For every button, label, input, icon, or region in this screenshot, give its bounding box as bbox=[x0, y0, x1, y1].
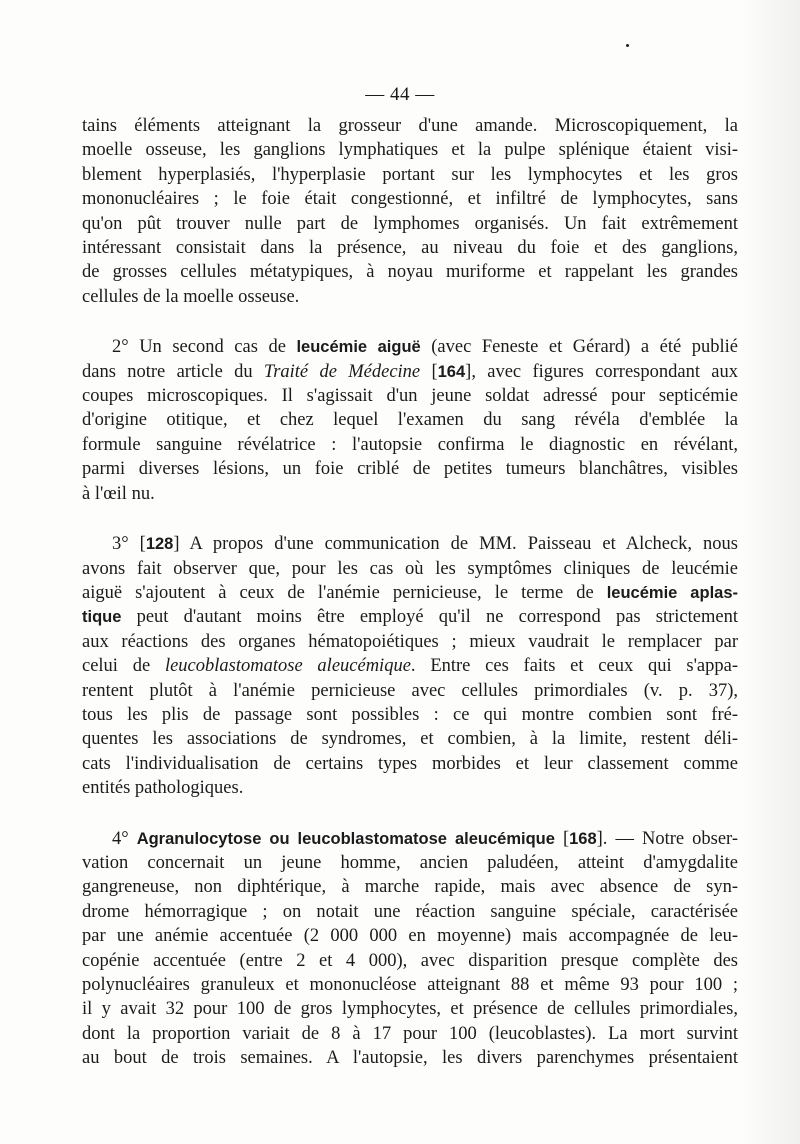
text-line: cats l'individualisation de certains types morbides et leur classement comme bbox=[82, 753, 738, 774]
reference-number: 164 bbox=[437, 362, 466, 381]
text-run: [ bbox=[420, 361, 438, 382]
text-line: rentent plutôt à l'anémie pernicieuse avec cellules primordiales (v. p. 37), bbox=[82, 680, 738, 701]
text-line: polynucléaires granuleux et mononucléose atteignant 88 et même 93 pour 100 ; bbox=[82, 975, 738, 995]
page-shadow bbox=[740, 0, 800, 1144]
text-line: par une anémie accentuée (2 000 000 en moyenne) mais accompagnée de leu- bbox=[82, 926, 738, 947]
text-run: (avec Feneste et Gérard) a été publié bbox=[420, 337, 738, 358]
text-run: 2° Un second cas de bbox=[112, 337, 297, 358]
text-line: coupes microscopiques. Il s'agissait d'un jeune soldat adressé pour septicémie bbox=[82, 386, 738, 407]
paragraph-3 bbox=[82, 532, 738, 800]
text-run: celui de bbox=[82, 656, 165, 677]
text-run: dans notre article du bbox=[82, 361, 264, 382]
text-line bbox=[82, 360, 738, 384]
section-heading: Agranulocytose ou leucoblastomatose aleucémique bbox=[136, 829, 555, 848]
text-line: quentes les associations de syndromes, et combien, à la limite, restent déli- bbox=[82, 729, 738, 750]
text-run: [ bbox=[554, 828, 570, 849]
reference-number: 168 bbox=[569, 829, 597, 848]
term-leucemie-aigue: leucémie aiguë bbox=[296, 338, 421, 357]
text-line bbox=[82, 532, 738, 556]
text-line: copénie accentuée (entre 2 et 4 000), avec disparition presque complète des bbox=[82, 950, 738, 971]
text-line: tains éléments atteignant la grosseur d'une amande. Microscopiquement, la bbox=[82, 116, 738, 136]
book-title: Traité de Médecine bbox=[263, 361, 421, 382]
text-line: avons fait observer que, pour les cas où les symptômes cliniques de leucémie bbox=[82, 558, 738, 579]
text-line: drome hémorragique ; on notait une réaction sanguine spéciale, caractérisée bbox=[82, 901, 738, 922]
text-line: à l'œil nu. bbox=[82, 483, 155, 504]
body-text bbox=[82, 114, 738, 1071]
text-line: parmi diverses lésions, un foie criblé de petites tumeurs blanchâtres, visibles bbox=[82, 459, 738, 480]
text-run: . Entre ces faits et ceux qui s'appa- bbox=[410, 656, 738, 677]
text-line: mononucléaires ; le foie était congestionné, et infiltré de lymphocytes, sans bbox=[82, 189, 738, 210]
text-run: 4° bbox=[112, 828, 137, 849]
text-line: intéressant consistait dans la présence, au niveau du foie et des ganglions, bbox=[82, 238, 738, 259]
term-leucemie-aplastique: leucémie aplas- bbox=[606, 583, 738, 602]
text-line: formule sanguine révélatrice : l'autopsie confirma le diagnostic en révélant, bbox=[82, 434, 738, 455]
text-run: ]. — Notre obser- bbox=[596, 828, 738, 849]
text-line: blement hyperplasiés, l'hyperplasie portant sur les lymphocytes et les gros bbox=[82, 164, 738, 185]
term-leucoblastomatose: leucoblastomatose aleucémique bbox=[164, 656, 411, 677]
text-line: vation concernait un jeune homme, ancien paludéen, atteint d'amygdalite bbox=[82, 852, 738, 873]
text-line: entités pathologiques. bbox=[82, 778, 244, 799]
text-line: d'origine otitique, et chez lequel l'examen du sang révéla d'emblée la bbox=[82, 410, 738, 431]
text-line bbox=[82, 827, 738, 851]
text-line bbox=[82, 654, 738, 678]
page-number: — 44 — bbox=[365, 84, 435, 105]
text-line bbox=[82, 335, 738, 359]
text-line: il y avait 32 pour 100 de gros lymphocytes, et présence de cellules primordiales, bbox=[82, 999, 738, 1020]
text-line: gangreneuse, non diphtérique, à marche rapide, mais avec absence de syn- bbox=[82, 877, 738, 898]
ink-speck bbox=[626, 44, 629, 47]
text-line: tous les plis de passage sont possibles : ce qui montre combien sont fré- bbox=[82, 704, 738, 725]
text-line: qu'on pût trouver nulle part de lymphomes organisés. Un fait extrêmement bbox=[82, 213, 738, 234]
term-leucemie-aplastique-end: tique bbox=[82, 608, 122, 627]
paragraph-1 bbox=[82, 114, 738, 309]
reference-number: 128 bbox=[145, 535, 174, 554]
text-run: peut d'autant moins être employé qu'il ne correspond pas strictement bbox=[121, 607, 738, 628]
paragraph-2 bbox=[82, 335, 738, 506]
text-run: ] A propos d'une communication de MM. Paisseau et Alcheck, nous bbox=[173, 534, 738, 555]
text-run: 3° [ bbox=[112, 534, 146, 555]
paragraph-4 bbox=[82, 827, 738, 1071]
text-line: cellules de la moelle osseuse. bbox=[82, 286, 300, 307]
text-run: aiguë s'ajoutent à ceux de l'anémie pernicieuse, le terme de bbox=[82, 582, 607, 603]
text-line: au bout de trois semaines. A l'autopsie, les divers parenchymes présentaient bbox=[82, 1048, 738, 1069]
text-line: moelle osseuse, les ganglions lymphatiques et la pulpe splénique étaient visi- bbox=[82, 140, 738, 161]
text-line bbox=[82, 605, 738, 629]
text-line: de grosses cellules métatypiques, à noyau muriforme et rappelant les grandes bbox=[82, 262, 738, 283]
text-line: dont la proportion variait de 8 à 17 pour 100 (leucoblastes). La mort survint bbox=[82, 1023, 738, 1044]
text-line: aux réactions des organes hématopoiétiques ; mieux vaudrait le remplacer par bbox=[82, 631, 738, 652]
text-run: ], avec figures correspondant aux bbox=[465, 361, 738, 382]
text-line bbox=[82, 581, 738, 605]
